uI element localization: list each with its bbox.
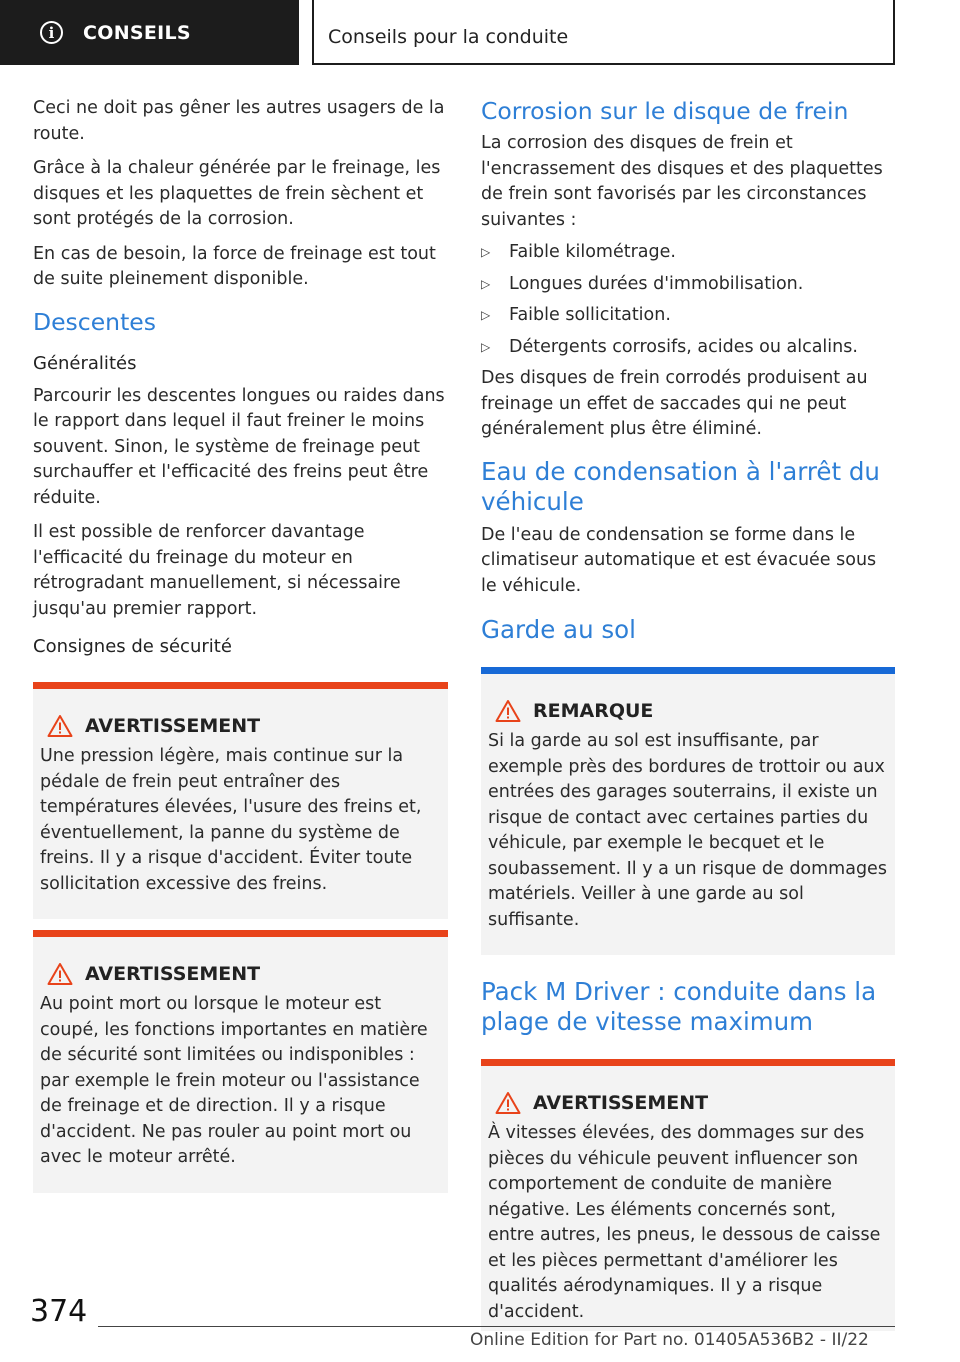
- info-icon: i: [40, 21, 63, 44]
- warning-box-3: [481, 1059, 895, 1331]
- heading-corrosion: Corrosion sur le disque de frein: [481, 97, 849, 125]
- triangle-bullet-icon: ▷: [481, 339, 491, 354]
- right-column: [481, 96, 895, 1331]
- corrosion-outro: Des disques de frein corrodés produisent au freinage un effet de saccades qui ne peut généralement plus être éliminé.: [481, 368, 868, 439]
- warning-box-2: [33, 930, 448, 1193]
- heading-garde-au-sol: Garde au sol: [481, 615, 636, 644]
- header-section-tab: [0, 0, 299, 65]
- warning-title: AVERTISSEMENT: [85, 963, 261, 985]
- intro-paragraph-1: Ceci ne doit pas gêner les autres usagers de la route.: [33, 98, 445, 144]
- warning-triangle-icon: [47, 962, 73, 986]
- warning-title: AVERTISSEMENT: [533, 1092, 709, 1114]
- warning-text: Une pression légère, mais continue sur la pédale de frein peut entraîner des températures élevées, l'usure des freins et, éventuellement, la panne du système de freins. Il y a risque d'accident. Éviter toute sollicitation excessive des freins.: [40, 746, 422, 894]
- triangle-bullet-icon: ▷: [481, 245, 491, 259]
- condensation-text: De l'eau de condensation se forme dans le climatiseur automatique et est évacuée sous le véhicule.: [481, 524, 877, 596]
- corrosion-list: [481, 240, 895, 360]
- warning-text: À vitesses élevées, des dommages sur des pièces du véhicule peuvent influencer son comportement de conduite de manière négative. Les éléments concernés sont, entre autres, les pneus, le dessous de caisse et les pièces permettant d'améliorer les qualités aérodynamiques. Il y a risque d'accident.: [488, 1123, 881, 1322]
- descentes-paragraph-2: Il est possible de renforcer davantage l'efficacité du freinage du moteur en rétrogradant manuellement, si nécessaire jusqu'au premier rapport.: [33, 522, 401, 619]
- heading-pack-m-driver: Pack M Driver : conduite dans la plage de vitesse maximum: [481, 977, 877, 1036]
- list-item: ▷ Faible kilométrage.: [481, 240, 895, 266]
- section-label: CONSEILS: [83, 21, 191, 44]
- list-item: ▷ Détergents corrosifs, acides ou alcalins.: [481, 335, 895, 361]
- warning-box-1: [33, 682, 448, 919]
- notice-title: REMARQUE: [533, 700, 654, 722]
- warning-text: Au point mort ou lorsque le moteur est coupé, les fonctions importantes en matière de sécurité sont limitées ou indisponibles : par exemple le frein moteur ou l'assistance de freinage et de direction. Il y a risque d'accident. Ne pas rouler au point mort ou avec le moteur arrêté.: [40, 994, 428, 1167]
- intro-paragraph-3: En cas de besoin, la force de freinage est tout de suite pleinement disponible.: [33, 243, 436, 289]
- warning-triangle-icon: [495, 699, 521, 723]
- footer-edition: Online Edition for Part no. 01405A536B2 - II/22: [470, 1330, 869, 1350]
- triangle-bullet-icon: ▷: [481, 276, 491, 291]
- page-title: Conseils pour la conduite: [328, 26, 569, 48]
- left-column: [33, 96, 448, 1193]
- warning-triangle-icon: [47, 714, 73, 738]
- warning-title: AVERTISSEMENT: [85, 715, 261, 737]
- page-number: 374: [30, 1294, 88, 1329]
- list-item: ▷ Faible sollicitation.: [481, 303, 895, 329]
- descentes-paragraph-1: Parcourir les descentes longues ou raides dans le rapport dans lequel il faut freiner le moins souvent. Sinon, le système de freinage peut surchauffer et l'efficacité des freins peut être réduite.: [33, 385, 445, 508]
- subheading-consignes-securite: Consignes de sécurité: [33, 636, 232, 657]
- warning-triangle-icon: [495, 1091, 521, 1115]
- intro-paragraph-2: Grâce à la chaleur générée par le freinage, les disques et les plaquettes de frein sèchent et sont protégés de la corrosion.: [33, 158, 441, 229]
- triangle-bullet-icon: ▷: [481, 308, 491, 322]
- subheading-generalites: Généralités: [33, 352, 137, 374]
- list-item: ▷ Longues durées d'immobilisation.: [481, 272, 895, 298]
- notice-text: Si la garde au sol est insuffisante, par exemple près des bordures de trottoir ou aux entrées des garages souterrains, il existe un risque de contact avec certaines parties du véhicule, par exemple le becquet et le soubassement. Il y a un risque de dommages matériels. Veiller à une garde au sol suffisante.: [488, 731, 887, 930]
- notice-box: [481, 667, 895, 955]
- corrosion-intro: La corrosion des disques de frein et l'encrassement des disques et des plaquettes de frein sont favorisés par les circonstances suivantes :: [481, 133, 883, 230]
- footer-divider: [98, 1326, 895, 1327]
- header-title-box: [312, 0, 895, 65]
- heading-descentes: Descentes: [33, 307, 156, 336]
- heading-condensation: Eau de condensation à l'arrêt du véhicule: [481, 456, 880, 516]
